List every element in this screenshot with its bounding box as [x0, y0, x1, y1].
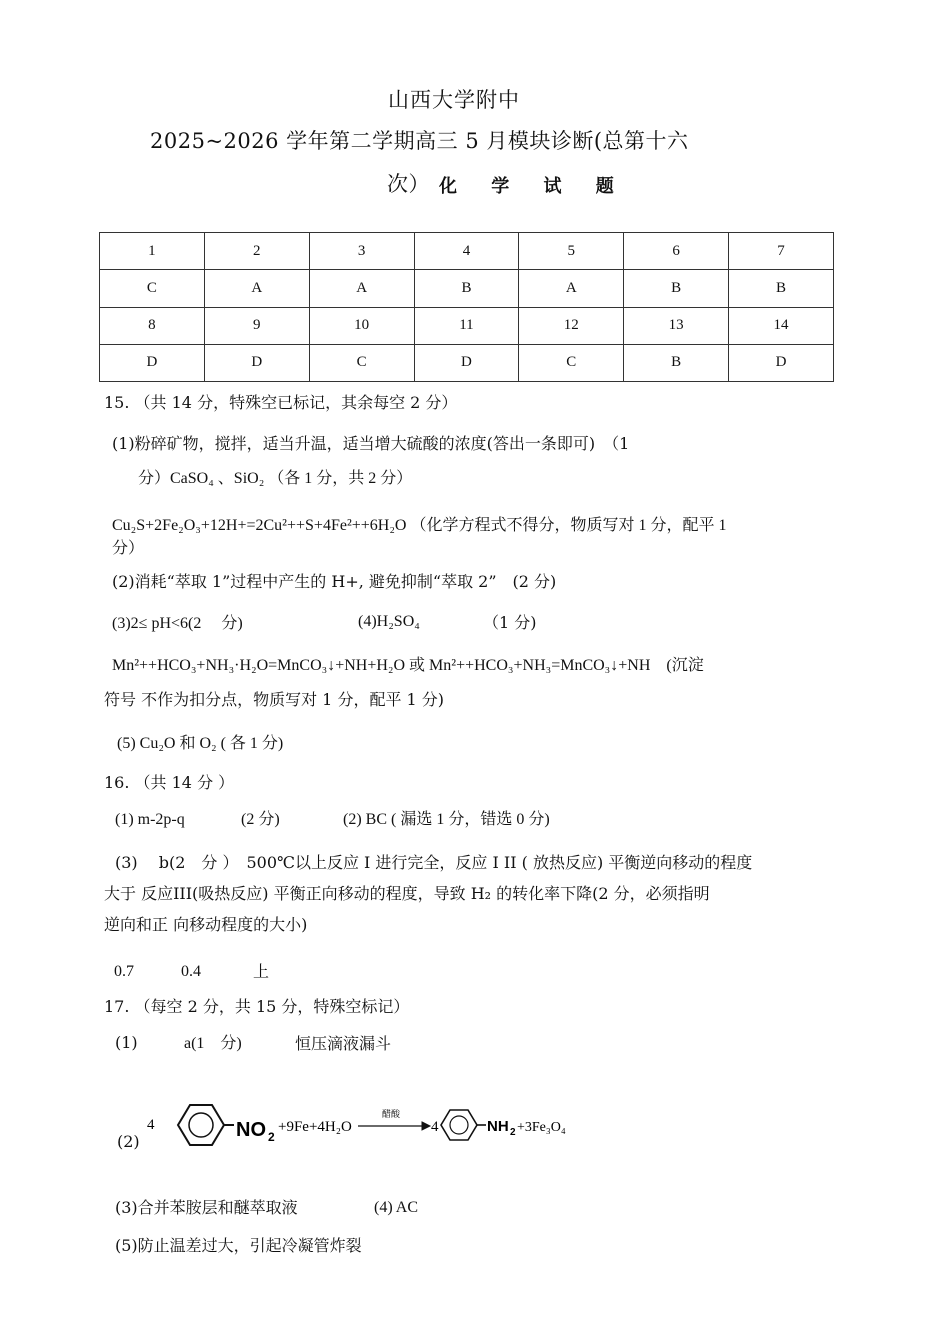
q17-heading: 17. （每空 2 分，共 15 分，特殊空标记）: [104, 997, 410, 1016]
table-cell: D: [729, 344, 834, 381]
arrow-icon: [358, 1122, 430, 1130]
q17-label: (2): [117, 1132, 140, 1151]
q16-value: 0.7: [114, 963, 134, 980]
q17-answer-4: (4) AC: [374, 1199, 418, 1216]
q15-answer-5: (5) Cu₂O 和 O₂ ( 各 1 分): [117, 735, 284, 752]
table-cell: 1: [100, 233, 205, 270]
table-cell: C: [100, 270, 205, 307]
q16-value: 0.4: [181, 963, 201, 980]
q16-value: 上: [253, 962, 270, 981]
q15-answer-3: (3)2≤ pH<6(2 分): [112, 615, 243, 632]
q17-label: (1): [115, 1033, 138, 1052]
table-cell: B: [624, 270, 729, 307]
q15-line: (1)粉碎矿物，搅拌，适当升温，适当增大硫酸的浓度(答出一条即可) （1: [112, 434, 630, 453]
table-cell: 3: [309, 233, 414, 270]
q17-answer-1b: 恒压滴液漏斗: [295, 1034, 392, 1053]
products: +3Fe₃O₄: [517, 1120, 566, 1135]
exam-title-line2: 次）: [387, 172, 430, 196]
table-cell: 6: [624, 233, 729, 270]
reactants: +9Fe+4H₂O: [278, 1119, 352, 1135]
table-cell: A: [309, 270, 414, 307]
table-cell: 14: [729, 307, 834, 344]
table-cell: 8: [100, 307, 205, 344]
table-cell: D: [414, 344, 519, 381]
q16-line: 大于 反应III(吸热反应) 平衡正向移动的程度，导致 H₂ 的转化率下降(2 分，必须指明: [104, 884, 710, 903]
q15-line: 分）: [112, 538, 145, 557]
table-cell: 13: [624, 307, 729, 344]
table-row: [100, 233, 834, 270]
amino-group: NH: [487, 1118, 509, 1135]
q16-answer-1: (1) m-2p-q: [115, 811, 185, 828]
q15-equation: Cu₂S+2Fe₂O₃+12H+=2Cu²++S+4Fe²++6H₂O （化学方程式不得分，物质写对 1 分，配平 1: [112, 517, 727, 534]
table-cell: 9: [204, 307, 309, 344]
table-cell: C: [519, 344, 624, 381]
exam-title-line1: 2025~2026 学年第二学期高三 5 月模块诊断(总第十六: [150, 129, 689, 153]
q15-line: 符号 不作为扣分点，物质写对 1 分，配平 1 分): [104, 690, 445, 709]
benzene-ring-icon: [441, 1110, 486, 1140]
reaction-equation: [142, 1095, 592, 1165]
coefficient: 4: [431, 1119, 439, 1135]
q15-answer-4: (4)H₂SO₄: [358, 613, 420, 630]
q16-heading: 16. （共 14 分 ）: [104, 773, 235, 792]
table-row: [100, 344, 834, 381]
table-cell: 5: [519, 233, 624, 270]
nitro-subscript: 2: [268, 1130, 275, 1144]
coefficient: 4: [147, 1117, 155, 1133]
table-cell: 11: [414, 307, 519, 344]
table-cell: D: [100, 344, 205, 381]
q16-line: 逆向和正 向移动程度的大小): [104, 915, 308, 934]
table-cell: 10: [309, 307, 414, 344]
table-cell: C: [309, 344, 414, 381]
q15-equation: Mn²++HCO₃+NH₃·H₂O=MnCO₃↓+NH+H₂O 或 Mn²++HCO₃+NH₃=MnCO₃↓+NH (沉淀: [112, 657, 704, 674]
table-row: [100, 307, 834, 344]
arrow-condition: 醋酸: [382, 1109, 401, 1119]
table-cell: B: [729, 270, 834, 307]
q15-heading: 15. （共 14 分，特殊空已标记，其余每空 2 分）: [104, 393, 458, 412]
table-cell: 7: [729, 233, 834, 270]
q15-line: 分）CaSO₄ 、SiO₂ （各 1 分，共 2 分）: [138, 470, 413, 487]
amino-subscript: 2: [510, 1127, 516, 1138]
table-cell: 2: [204, 233, 309, 270]
q15-line: (2)消耗“萃取 1”过程中产生的 H+, 避免抑制“萃取 2” (2 分): [112, 572, 557, 591]
q15-score: （1 分): [483, 613, 537, 632]
q17-answer-3: (3)合并苯胺层和醚萃取液: [115, 1198, 298, 1217]
school-name: 山西大学附中: [388, 88, 520, 112]
q16-answer-2: (2) BC ( 漏选 1 分，错选 0 分): [343, 811, 550, 828]
q17-answer-1: a(1 分): [184, 1035, 242, 1052]
q17-answer-5: (5)防止温差过大，引起冷凝管炸裂: [115, 1236, 362, 1255]
table-cell: 12: [519, 307, 624, 344]
q16-score: (2 分): [241, 811, 280, 828]
nitro-group: NO: [236, 1119, 266, 1141]
table-cell: A: [519, 270, 624, 307]
benzene-ring-icon: [178, 1105, 234, 1145]
subject-title: 化 学 试 题: [439, 176, 628, 197]
table-cell: D: [204, 344, 309, 381]
table-cell: 4: [414, 233, 519, 270]
table-cell: B: [414, 270, 519, 307]
table-cell: A: [204, 270, 309, 307]
answer-table: [99, 232, 834, 382]
table-cell: B: [624, 344, 729, 381]
table-row: [100, 270, 834, 307]
q16-line: (3) b(2 分 ） 500℃以上反应 I 进行完全，反应 I II ( 放热反应) 平衡逆向移动的程度: [115, 853, 753, 872]
